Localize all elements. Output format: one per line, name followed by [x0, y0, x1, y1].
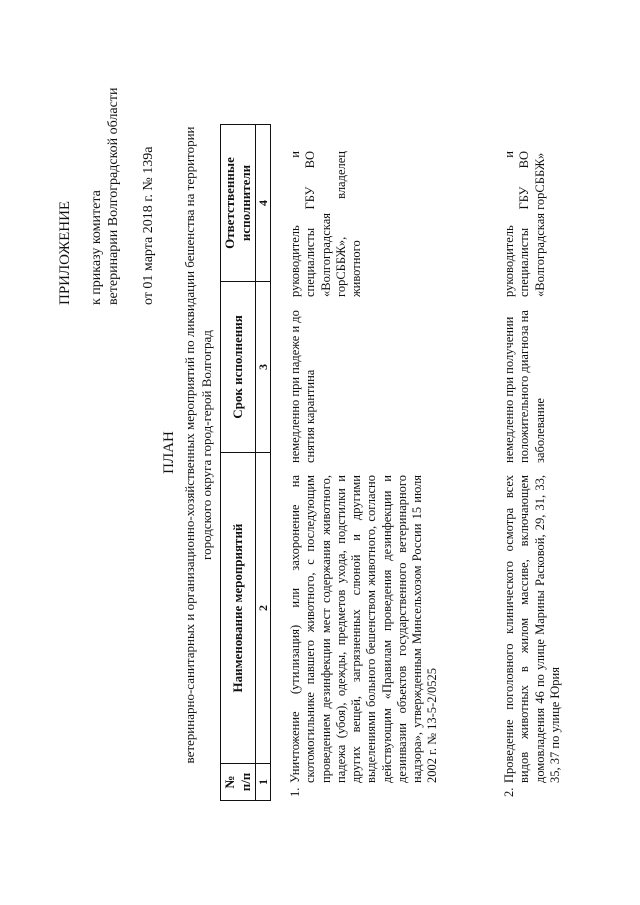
row-measure: Уничтожение (утилизация) или захоронение на скотомогильнике павшего животного, с последующим проведением дезинфекции мест содержания животного, падежа (убоя), одежды, предметов ухода, подстилки и других вещей, загрязненных слюной и другими выделениями больного бешенством животного, согласно действующим «Правилам проведения дезинфекции и дезинвазии объектов государственного ветеринарного надзора», утвержденным Минсельхозом России 15 июля 2002 г. № 13-5-2/0525 [288, 475, 440, 783]
row-term: немедленно при получении положительного диагноза на заболевание [502, 310, 547, 463]
row-responsible: руководитель и специалисты ГБУ ВО «Волгоградская горСББЖ» [502, 151, 547, 297]
appendix-title: ПРИЛОЖЕНИЕ [57, 200, 73, 305]
appendix-date: от 01 марта 2018 г. № 139а [141, 146, 157, 305]
column-number-1: 1 [255, 764, 271, 801]
plan-title: ПЛАН [161, 431, 177, 474]
header-number: № п/п [221, 764, 256, 801]
header-responsible: Ответственные исполнители [221, 125, 256, 282]
header-term: Срок исполнения [221, 282, 256, 453]
column-number-4: 4 [255, 125, 271, 282]
appendix-header [56, 45, 158, 305]
row-number: 2. [502, 787, 516, 797]
appendix-line-2: ветеринарии Волгоградской области [106, 87, 122, 305]
plan-subtitle: ветеринарно-санитарных и организационно-хозяйственных мероприятий по ликвидации бешенства на территории городского округа город-герой Волгоград [182, 126, 214, 764]
row-responsible: руководитель и специалисты ГБУ ВО «Волгоградская горСББЖ», владелец животного [288, 151, 363, 297]
appendix-line-1: к приказу комитета [89, 190, 105, 305]
plan-table-header [220, 124, 271, 801]
row-term: немедленно при падеже и до снятия карантина [288, 310, 318, 463]
column-number-2: 2 [255, 453, 271, 764]
row-number: 1. [288, 787, 302, 797]
header-measures: Наименование мероприятий [221, 453, 256, 764]
row-measure: Проведение поголовного клинического осмотра всех видов животных в жилом массиве, включающем домовладения 46 по улице Марины Расковой, 29, 31, 33, 35, 37 по улице Юрия [502, 475, 562, 783]
column-number-3: 3 [255, 282, 271, 453]
